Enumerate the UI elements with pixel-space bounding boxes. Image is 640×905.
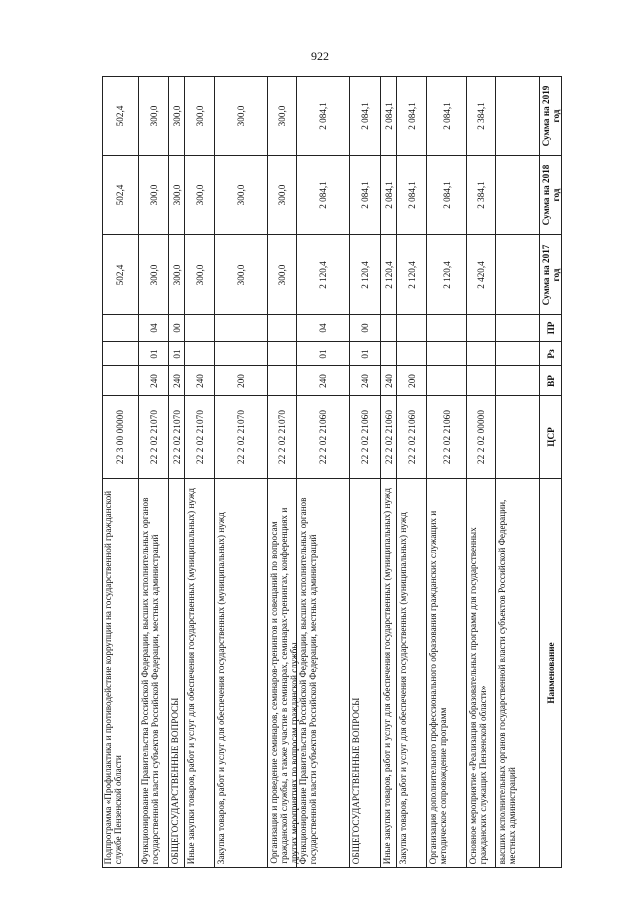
cell-sum2019-text: 502,4 [115,105,125,127]
cell-csr [496,396,539,479]
cell-vr [297,366,349,396]
table-row [185,77,215,868]
cell-pr [381,315,396,342]
table-row [397,77,427,868]
cell-pr [102,315,138,342]
header-row [540,77,562,868]
table-row [268,77,300,868]
table-row [381,77,397,868]
cell-sum2018-text: 300,0 [194,184,205,206]
cell-sum2019 [540,77,561,156]
cell-sum2018 [102,156,138,235]
cell-rz-text: 01 [148,348,159,359]
cell-name-text: Функционирование Правительства Российской Федерации, высших исполнительных органов государственной власти субъектов Российской Федерации, местных администраций [298,497,319,864]
cell-sum2017-text: 2 120,4 [441,260,452,289]
cell-csr-text: 22 2 02 21060 [383,409,394,465]
cell-csr-text: 22 2 02 21070 [171,409,182,465]
cell-sum2019 [496,77,539,156]
cell-sum2019-text: 2 084,1 [318,102,328,130]
cell-pr [185,315,214,342]
cell-rz [297,342,349,366]
cell-sum2019-text: 300,0 [277,105,287,127]
cell-pr-text: 00 [171,323,182,333]
cell-vr-text: 240 [194,373,205,388]
cell-rz [496,342,539,366]
cell-rz [427,342,466,366]
cell-name-text: Иные закупки товаров, работ и услуг для обеспечения государственных (муниципальных) нужд [382,487,392,864]
table-row [496,77,540,868]
cell-sum2018-text: 2 384,1 [476,181,486,209]
table-row [102,77,139,868]
cell-name [297,479,349,868]
cell-sum2017-text: 300,0 [277,264,287,285]
cell-name [102,479,138,868]
cell-sum2018-text: 2 084,1 [360,181,370,209]
cell-sum2017 [427,235,466,315]
cell-rz [215,342,267,366]
cell-rz-text: 01 [318,348,328,359]
cell-rz [268,342,296,366]
cell-csr [169,396,184,479]
cell-name [381,479,396,868]
cell-sum2018 [496,156,539,235]
cell-name-text: ОБЩЕГОСУДАРСТВЕННЫЕ ВОПРОСЫ [170,697,180,864]
cell-name-text: Закупка товаров, работ и услуг для обеспечения государственных (муниципальных) нужд [398,512,408,864]
cell-sum2017 [185,235,214,315]
cell-vr [268,366,296,396]
cell-sum2019 [397,77,426,156]
cell-csr [215,396,267,479]
cell-csr [540,396,561,479]
cell-name-text: ОБЩЕГОСУДАРСТВЕННЫЕ ВОПРОСЫ [351,697,361,864]
cell-sum2017 [268,235,296,315]
cell-pr-text: 04 [148,323,159,333]
cell-name [496,479,539,868]
cell-csr-text: 22 2 02 21070 [194,409,205,465]
cell-sum2019 [139,77,168,156]
cell-sum2017-text: 2 120,4 [318,260,328,289]
cell-sum2019 [427,77,466,156]
cell-sum2017 [102,235,138,315]
cell-sum2018-text: 2 084,1 [318,181,328,209]
cell-vr [496,366,539,396]
cell-name-text: высших исполнительных органов государственной власти субъектов Российской Федерации, местных администраций [497,499,518,864]
cell-csr-text: ЦСР [545,427,556,447]
cell-vr-text: 200 [406,373,417,388]
cell-rz [540,342,561,366]
cell-sum2019-text: 2 084,1 [383,102,394,130]
cell-csr [381,396,396,479]
cell-sum2017 [350,235,380,315]
cell-sum2018 [139,156,168,235]
cell-sum2019-text: 300,0 [236,105,246,127]
cell-sum2018 [268,156,296,235]
cell-sum2019-text: 300,0 [171,105,182,127]
cell-csr [139,396,168,479]
cell-sum2019 [268,77,296,156]
cell-rz [397,342,426,366]
cell-rz [185,342,214,366]
cell-pr [297,315,349,342]
cell-sum2017 [496,235,539,315]
cell-vr [215,366,267,396]
cell-vr-text: 200 [236,373,246,388]
cell-csr-text: 22 2 02 21060 [318,409,328,465]
cell-name-text: Организация дополнительного профессионального образования гражданских служащих и методическое сопровождение программ [428,510,449,864]
cell-sum2017-text: 2 120,4 [406,260,417,289]
cell-sum2018-text: 300,0 [277,184,287,206]
cell-name [397,479,426,868]
cell-vr-text: 240 [318,373,328,388]
cell-sum2019 [381,77,396,156]
cell-sum2019 [215,77,267,156]
cell-sum2018 [297,156,349,235]
cell-name-text: Основное мероприятие «Реализация образовательных программ для государственных гражданских служащих Пензенской области» [468,526,489,864]
cell-sum2019-text: 300,0 [148,105,159,127]
cell-sum2017-text: 300,0 [236,264,246,285]
cell-sum2017-text: 300,0 [194,264,205,285]
cell-pr [169,315,184,342]
cell-sum2018-text: Сумма на 2018 год [540,164,561,226]
cell-name [185,479,214,868]
cell-csr [427,396,466,479]
cell-rz [102,342,138,366]
cell-csr [350,396,380,479]
cell-pr [397,315,426,342]
cell-sum2019 [169,77,184,156]
cell-name [139,479,168,868]
table-row [139,77,169,868]
cell-name-text: Иные закупки товаров, работ и услуг для обеспечения государственных (муниципальных) нужд [186,487,196,864]
table-row [169,77,185,868]
cell-pr [139,315,168,342]
table-row [215,77,268,868]
cell-pr [215,315,267,342]
cell-csr [297,396,349,479]
cell-pr-text: ПР [545,321,556,335]
cell-sum2018 [467,156,495,235]
cell-name [268,479,300,868]
cell-pr [467,315,495,342]
table-row [427,77,467,868]
cell-sum2017 [297,235,349,315]
cell-name-text: Подпрограмма «Профилактика и противодействие коррупции на государственной гражданской службе Пензенской области [103,490,124,864]
cell-pr [427,315,466,342]
cell-vr [169,366,184,396]
cell-vr [102,366,138,396]
cell-name-text: Закупка товаров, работ и услуг для обеспечения государственных (муниципальных) нужд [216,512,226,864]
cell-sum2017-text: Сумма на 2017 год [540,244,561,305]
cell-vr [427,366,466,396]
cell-vr [397,366,426,396]
cell-rz [350,342,380,366]
cell-sum2018 [185,156,214,235]
cell-vr [350,366,380,396]
cell-sum2019-text: 2 084,1 [441,102,452,130]
cell-sum2017 [215,235,267,315]
cell-pr [350,315,380,342]
cell-sum2019 [297,77,349,156]
cell-csr-text: 22 2 02 21070 [148,409,159,465]
cell-pr [540,315,561,342]
cell-sum2018 [350,156,380,235]
cell-csr [397,396,426,479]
cell-name-text: Наименование [545,642,556,704]
cell-csr [467,396,495,479]
cell-pr-text: 00 [360,323,370,333]
cell-csr-text: 22 3 00 00000 [115,409,125,465]
cell-sum2019 [350,77,380,156]
cell-name [215,479,267,868]
cell-vr [381,366,396,396]
cell-csr-text: 22 2 02 21070 [236,409,246,465]
cell-name [350,479,380,868]
cell-sum2019 [467,77,495,156]
budget-table [102,76,562,868]
cell-rz-text: 01 [360,348,370,359]
cell-sum2017-text: 300,0 [171,264,182,285]
cell-sum2018-text: 2 084,1 [441,181,452,209]
cell-vr-text: 240 [171,373,182,388]
cell-sum2019-text: 2 084,1 [360,102,370,130]
cell-sum2017 [467,235,495,315]
cell-csr [268,396,296,479]
cell-pr [496,315,539,342]
cell-sum2017-text: 300,0 [148,264,159,285]
cell-sum2017-text: 2 420,4 [476,260,486,289]
cell-csr [185,396,214,479]
cell-sum2018 [427,156,466,235]
cell-vr-text: ВР [545,374,556,387]
cell-rz [139,342,168,366]
cell-sum2018 [540,156,561,235]
cell-rz [467,342,495,366]
cell-sum2018-text: 2 084,1 [383,181,394,209]
cell-vr [185,366,214,396]
cell-name [169,479,184,868]
cell-sum2018 [397,156,426,235]
cell-sum2019-text: 300,0 [194,105,205,127]
cell-sum2017 [139,235,168,315]
cell-rz-text: Рз [545,348,556,359]
cell-sum2019 [185,77,214,156]
cell-sum2017-text: 2 120,4 [360,260,370,289]
cell-rz-text: 01 [171,348,182,359]
cell-sum2017 [540,235,561,315]
cell-sum2018-text: 300,0 [236,184,246,206]
table-row [297,77,350,868]
cell-csr [102,396,138,479]
cell-sum2017 [397,235,426,315]
cell-name-text: Организация и проведение семинаров, семинаров-тренингов и совещаний по вопросам гражданской службы, а также участие в семинарах, семинарах-тренингах, конференциях и других мероприятиях по вопросам гражданской службы [269,508,300,864]
cell-sum2017-text: 2 120,4 [383,260,394,289]
cell-vr [139,366,168,396]
cell-name-text: Функционирование Правительства Российской Федерации, высших исполнительных органов государственной власти субъектов Российской Федерации, местных администраций [140,497,161,864]
cell-name [467,479,495,868]
cell-vr-text: 240 [360,373,370,388]
cell-csr-text: 22 2 02 21060 [441,409,452,465]
cell-rz [381,342,396,366]
cell-sum2018-text: 2 084,1 [406,181,417,209]
cell-sum2019-text: 2 384,1 [476,102,486,130]
cell-vr [467,366,495,396]
cell-csr-text: 22 2 02 21060 [360,409,370,465]
cell-sum2019-text: 2 084,1 [406,102,417,130]
cell-vr-text: 240 [148,373,159,388]
cell-sum2018-text: 502,4 [115,184,125,206]
cell-csr-text: 22 2 02 21060 [406,409,417,465]
cell-vr-text: 240 [383,373,394,388]
cell-sum2018 [215,156,267,235]
cell-sum2018 [169,156,184,235]
cell-csr-text: 22 2 02 00000 [476,409,486,465]
cell-sum2019-text: Сумма на 2019 год [540,85,561,147]
cell-rz [169,342,184,366]
cell-csr-text: 22 2 02 21070 [277,409,287,465]
cell-sum2019 [102,77,138,156]
cell-sum2018 [381,156,396,235]
cell-vr [540,366,561,396]
cell-pr [268,315,296,342]
cell-sum2017 [169,235,184,315]
cell-sum2018-text: 300,0 [171,184,182,206]
cell-name [540,479,561,868]
cell-name [427,479,466,868]
cell-sum2017-text: 502,4 [115,264,125,285]
cell-sum2018-text: 300,0 [148,184,159,206]
table-row [467,77,496,868]
page-number: 922 [311,49,329,63]
cell-pr-text: 04 [318,323,328,333]
table-row [350,77,381,868]
cell-sum2017 [381,235,396,315]
